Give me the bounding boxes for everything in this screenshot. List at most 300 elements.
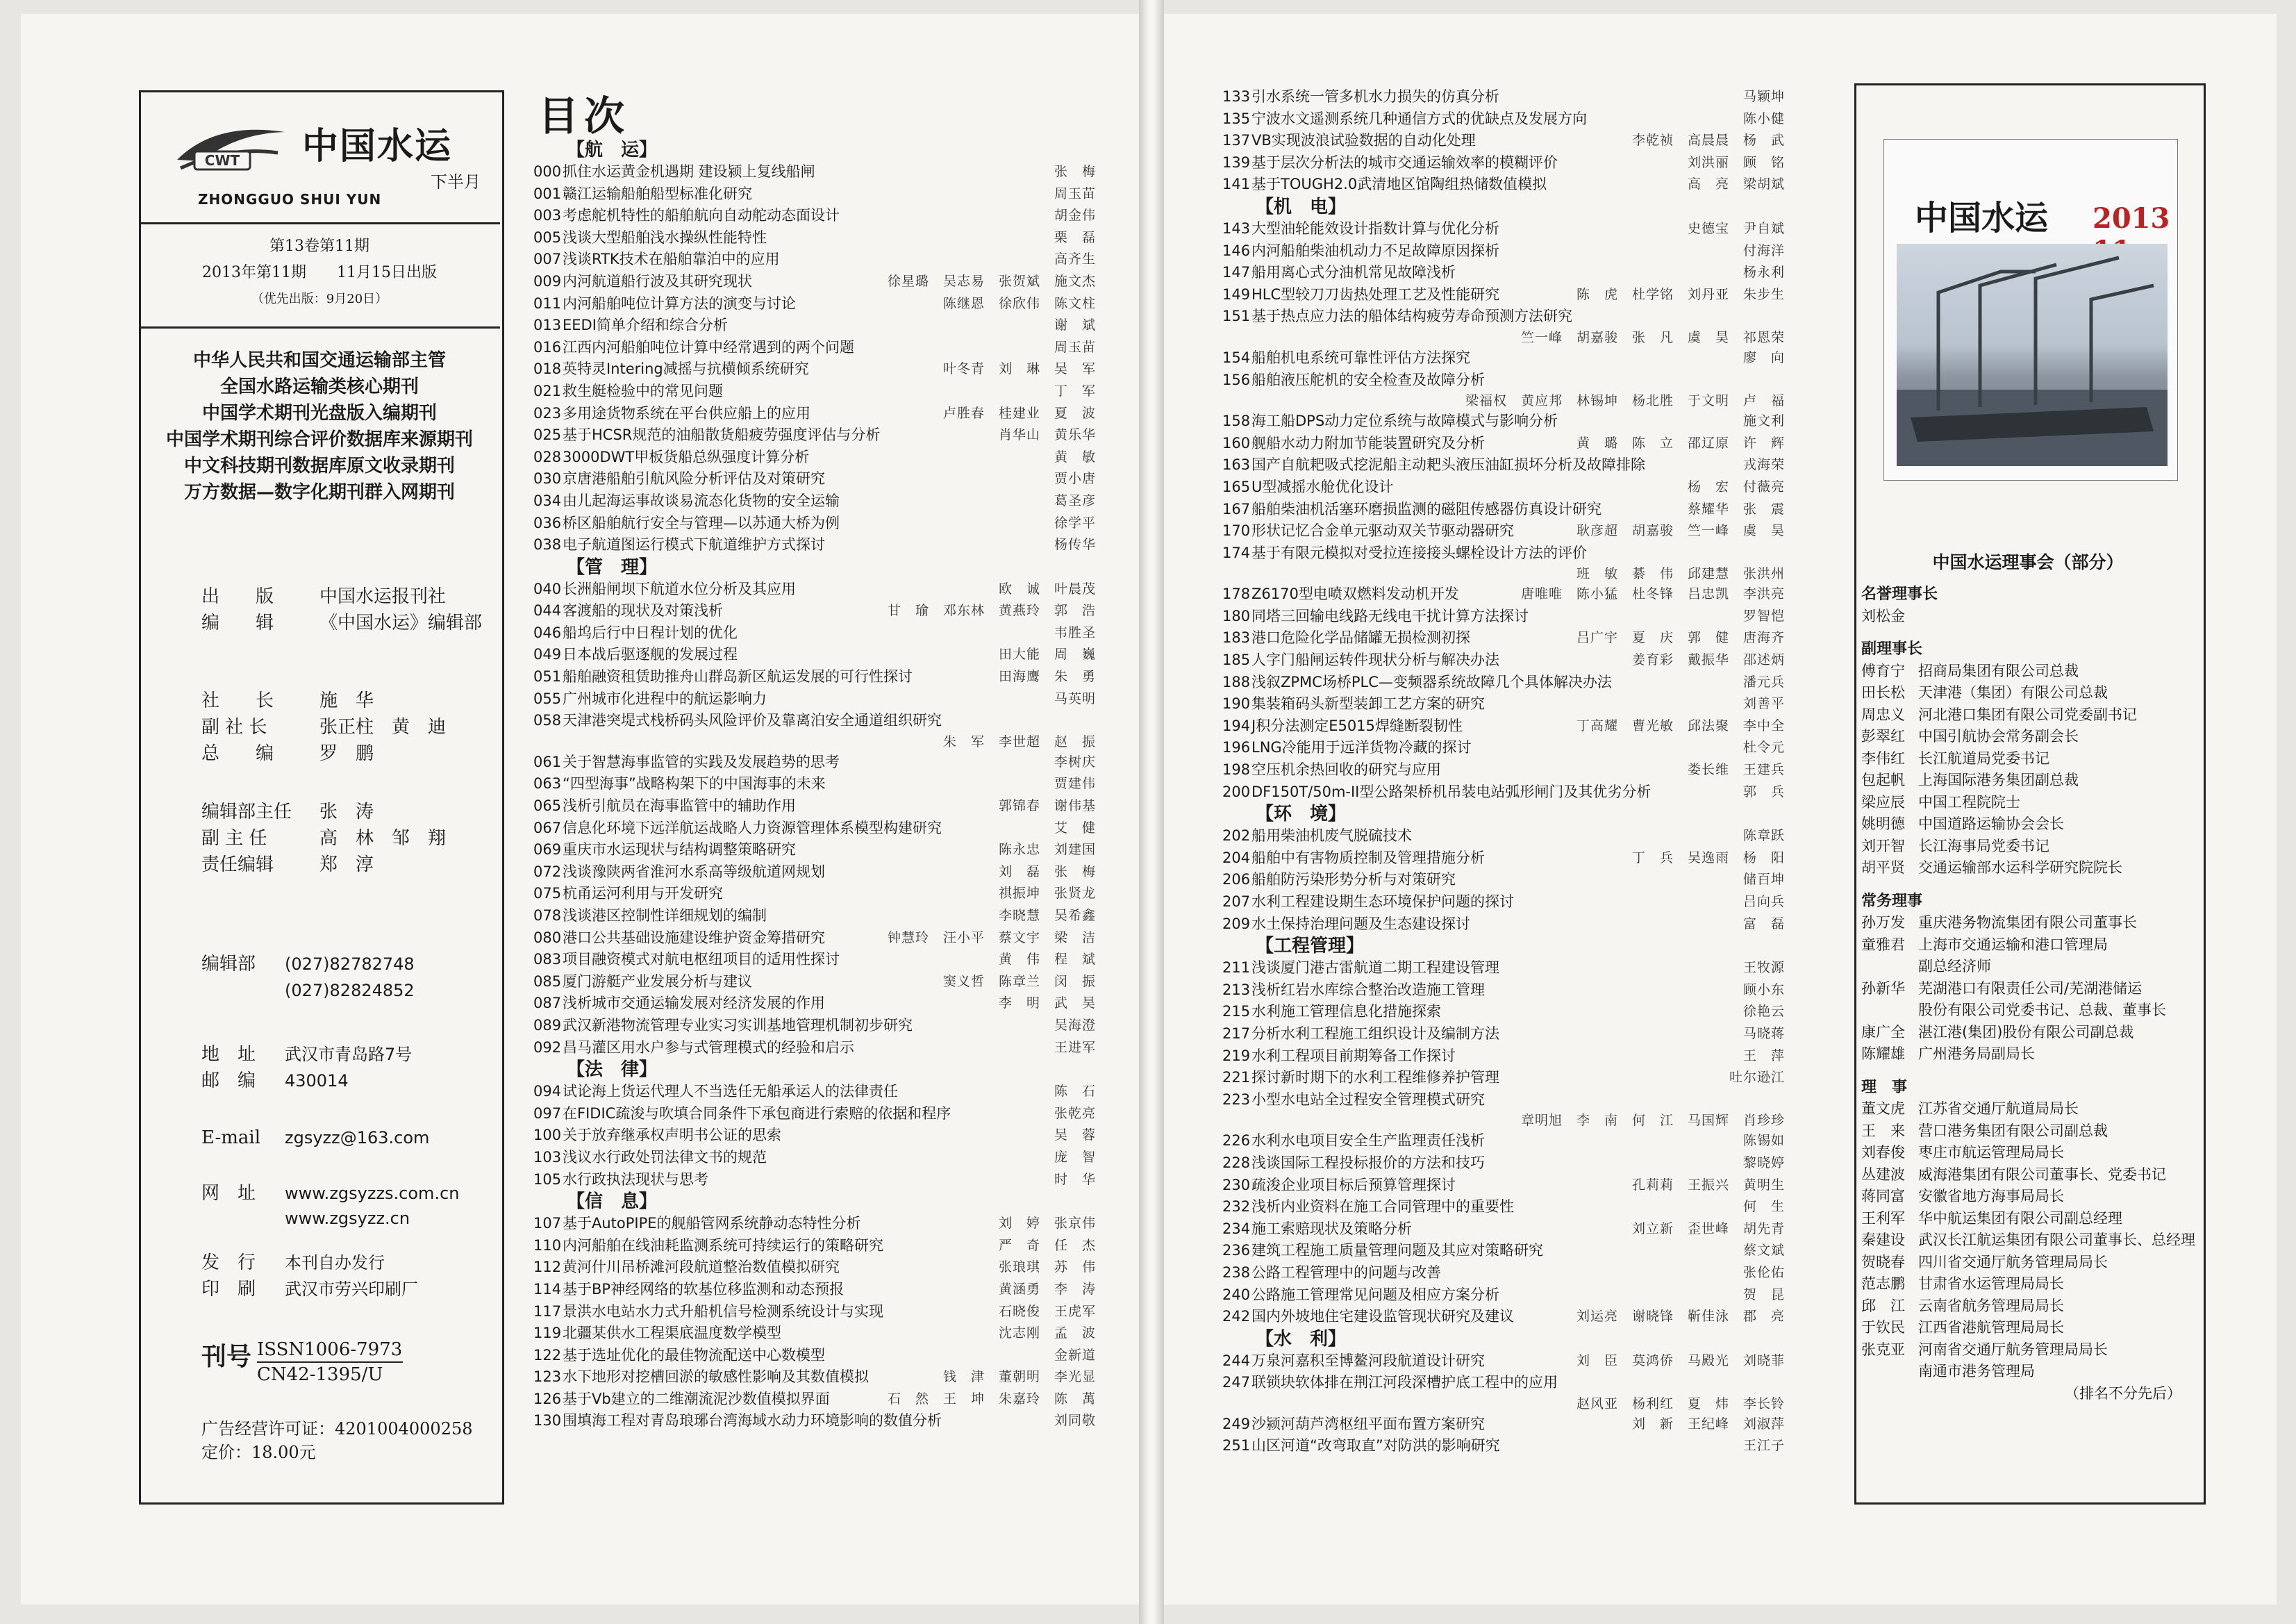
toc-authors: 欧 诚 叶晨茂 <box>998 581 1096 597</box>
member-name: 于钦民 <box>1861 1319 1905 1336</box>
member-role: 重庆港务物流集团有限公司董事长 <box>1918 914 2137 931</box>
toc-entry <box>1222 1218 1785 1241</box>
toc-page-number: 209 <box>1222 915 1251 932</box>
toc-authors: 孔莉莉 王振兴 黄明生 <box>1631 1177 1785 1193</box>
toc-article-title: 集装箱码头新型装卸工艺方案的研究 <box>1251 695 1485 713</box>
toc-page-number: 046 <box>533 624 562 641</box>
toc-entry <box>1222 957 1785 979</box>
org-line: 中文科技期刊数据库原文收录期刊 <box>183 456 455 477</box>
toc-page-number: 133 <box>1222 88 1251 105</box>
toc-entry <box>533 447 1096 469</box>
toc-article-title: 万泉河嘉积至博鳌河段航道设计研究 <box>1251 1352 1485 1369</box>
member-role: 副总经济师 <box>1918 958 1991 975</box>
toc-entry <box>533 468 1096 490</box>
member-role: 安徽省地方海事局局长 <box>1918 1188 2064 1204</box>
toc-authors: 吕向兵 <box>1742 894 1785 909</box>
member-name: 胡平贤 <box>1861 859 1905 876</box>
toc-page-number: 244 <box>1222 1352 1251 1369</box>
toc-entry <box>1222 825 1785 847</box>
council-footnote: （排名不分先后） <box>2065 1384 2181 1402</box>
toc-authors: 刘 新 王纪峰 刘淑萍 <box>1631 1416 1785 1432</box>
toc-page-number: 200 <box>1222 783 1251 800</box>
toc-authors: 时 华 <box>1054 1171 1096 1187</box>
toc-page-number: 143 <box>1222 219 1251 237</box>
toc-authors: 黄 璐 陈 立 邵辽原 许 辉 <box>1576 435 1785 451</box>
toc-authors: 卢胜春 桂建业 夏 波 <box>942 405 1096 421</box>
toc-entry <box>1222 477 1785 499</box>
toc-article-title: 北疆某供水工程渠底温度数学模型 <box>563 1325 781 1342</box>
toc-entry <box>533 622 1096 645</box>
journal-pinyin: ZHONGGUO SHUI YUN <box>198 191 382 208</box>
toc-authors: 刘 婷 张京伟 <box>998 1216 1096 1232</box>
member-role: 河北港口集团有限公司党委副书记 <box>1918 706 2137 723</box>
toc-page-number: 139 <box>1222 154 1251 171</box>
toc-entry <box>1222 130 1785 152</box>
toc-entry <box>533 1147 1096 1169</box>
toc-article-title: 基于层次分析法的城市交通运输效率的模糊评价 <box>1251 154 1558 171</box>
toc-article-title: EEDI简单介绍和综合分析 <box>563 317 728 334</box>
toc-page-number: 165 <box>1222 478 1251 495</box>
member-role: 中国工程院院士 <box>1918 793 2020 811</box>
toc-page-number: 185 <box>1222 652 1251 669</box>
toc-page-number: 188 <box>1222 673 1251 690</box>
toc-page-number: 211 <box>1222 959 1251 977</box>
toc-authors: 丁高耀 曹光敏 邱法聚 李中全 <box>1576 718 1785 734</box>
toc-page-number: 158 <box>1222 413 1251 430</box>
toc-authors: 郭 兵 <box>1742 784 1785 799</box>
council-member <box>1861 770 2195 792</box>
toc-page-number: 112 <box>533 1259 562 1276</box>
toc-section-heading: 【 环 境 】 <box>1222 803 1778 825</box>
toc-article-title: 项目融资模式对航电枢纽项目的适用性探讨 <box>563 951 840 968</box>
toc-authors: 庞 智 <box>1054 1149 1096 1165</box>
toc-authors: 马颖坤 <box>1742 89 1785 104</box>
toc-article-title: 船用离心式分油机常见故障浅析 <box>1251 264 1456 281</box>
toc-article-title: 3000DWT甲板货船总纵强度计算分析 <box>563 448 810 465</box>
council-member <box>1861 1361 2195 1383</box>
council-title: 中国水运理事会（部分） <box>1932 552 2124 572</box>
toc-page-number: 018 <box>533 361 562 378</box>
toc-entry <box>533 337 1096 359</box>
council-group-heading: 名誉理事长 <box>1861 586 1938 603</box>
toc-authors: 丁 军 <box>1054 383 1096 399</box>
toc-entry <box>1222 86 1785 108</box>
toc-article-title: 基于选址优化的最佳物流配送中心数模型 <box>563 1346 825 1364</box>
member-name: 陈耀雄 <box>1861 1045 1905 1062</box>
license-text: 广告经营许可证：4201004000258 <box>201 1419 473 1439</box>
toc-page-number: 011 <box>533 295 562 312</box>
member-role: 招商局集团有限公司总裁 <box>1918 662 2079 679</box>
toc-page-number: 092 <box>533 1038 562 1056</box>
toc-authors: 李树庆 <box>1054 754 1096 770</box>
toc-entry <box>1222 1414 1785 1436</box>
member-name: 刘松金 <box>1861 607 1905 624</box>
toc-entry <box>1222 411 1785 433</box>
toc-page-number: 147 <box>1222 264 1251 281</box>
toc-page-number: 078 <box>533 907 562 924</box>
member-role: 湛江港(集团)股份有限公司副总裁 <box>1918 1023 2134 1041</box>
toc-page-number: 000 <box>533 163 562 180</box>
issue-note: （优先出版：9月20日） <box>251 292 388 306</box>
toc-page-number: 174 <box>1222 544 1251 561</box>
toc-authors: 顾小东 <box>1742 981 1785 997</box>
toc-article-title: 浅叙ZPMC场桥PLC—变频器系统故障几个具体解决办法 <box>1251 673 1612 690</box>
toc-article-title: 水行政执法现状与思考 <box>563 1170 708 1188</box>
toc-page-number: 215 <box>1222 1003 1251 1020</box>
member-role: 江苏省交通厅航道局局长 <box>1918 1100 2079 1117</box>
council-member <box>1861 978 2195 1000</box>
toc-entry <box>533 971 1096 993</box>
toc-authors: 王 萍 <box>1742 1047 1785 1063</box>
toc-page-number: 089 <box>533 1016 562 1034</box>
toc-entry <box>1222 759 1785 781</box>
toc-page-number: 206 <box>1222 871 1251 888</box>
toc-authors: 娄长维 王建兵 <box>1687 762 1785 778</box>
member-role: 云南省航务管理局局长 <box>1918 1297 2064 1314</box>
toc-page-number: 117 <box>533 1302 562 1320</box>
council-member <box>1861 1317 2195 1339</box>
toc-authors: 朱 军 李世超 赵 振 <box>942 734 1096 749</box>
toc-article-title: 空压机余热回收的研究与应用 <box>1251 761 1441 779</box>
council-member <box>1861 1022 2195 1044</box>
toc-authors: 徐星璐 吴志易 张贺斌 施文杰 <box>887 273 1096 289</box>
toc-entry <box>533 1257 1096 1279</box>
toc-article-title: 水土保持治理问题及生态建设探讨 <box>1251 915 1470 932</box>
toc-authors: 钟慧玲 汪小平 蔡文宇 梁 洁 <box>887 929 1096 945</box>
issue-date: 2013年第11期 11月15日出版 <box>202 264 437 281</box>
member-role: 甘肃省水运管理局局长 <box>1918 1275 2064 1292</box>
toc-entry <box>533 1213 1096 1235</box>
member-role: 上海国际港务集团副总裁 <box>1918 772 2079 788</box>
printer-row: 印 刷 武汉市劳兴印刷厂 <box>201 1279 418 1300</box>
toc-authors: 丁 兵 吴逸雨 杨 阳 <box>1631 850 1785 865</box>
council-member <box>1861 704 2195 727</box>
toc-entry <box>1222 1240 1785 1262</box>
toc-article-title: 关于智慧海事监管的实践及发展趋势的思考 <box>563 753 840 770</box>
council-member <box>1861 956 2195 978</box>
toc-article-title: 基于热点应力法的船体结构疲劳寿命预测方法研究 <box>1251 308 1572 325</box>
toc-authors: 高 亮 梁胡斌 <box>1687 176 1785 192</box>
toc-page-number: 178 <box>1222 586 1251 603</box>
member-name: 秦建设 <box>1861 1232 1905 1248</box>
toc-entry <box>533 271 1096 293</box>
toc-entry <box>533 513 1096 535</box>
toc-column-right <box>1222 86 1785 1457</box>
cover-title: 中国水运 <box>1915 199 2049 238</box>
issn-code: ISSN1006-7973 <box>257 1339 403 1360</box>
toc-article-title: 赣江运输船舶船型标准化研究 <box>563 185 752 202</box>
toc-authors: 杨传华 <box>1054 537 1096 553</box>
toc-entry <box>1222 347 1785 370</box>
toc-page-number: 119 <box>533 1325 562 1342</box>
toc-entry <box>533 1037 1096 1059</box>
toc-article-title: 同塔三回输电线路无线电干扰计算方法探讨 <box>1251 607 1529 624</box>
postcode-row: 邮 编 430014 <box>201 1070 349 1091</box>
member-name: 范志鹏 <box>1861 1275 1905 1292</box>
toc-authors: 胡金伟 <box>1054 208 1096 224</box>
toc-article-title: 船舶融资租赁助推舟山群岛新区航运发展的可行性探讨 <box>563 668 913 686</box>
toc-section-heading: 【 工程管理 】 <box>1222 935 1778 957</box>
cover-photo <box>1897 244 2168 466</box>
toc-authors: 蔡耀华 张 震 <box>1687 501 1785 517</box>
cover-thumbnail <box>1883 139 2178 481</box>
toc-authors: 黎晓婷 <box>1742 1154 1785 1170</box>
staff-row: 编辑部主任 张 涛 <box>201 802 374 822</box>
toc-page-number: 207 <box>1222 893 1251 910</box>
toc-authors: 甘 瑜 邓东林 黄燕玲 郭 浩 <box>887 603 1096 619</box>
toc-page-number: 170 <box>1222 522 1251 540</box>
council-member <box>1861 661 2195 683</box>
toc-page-number: 114 <box>533 1280 562 1298</box>
toc-authors: 竺一峰 胡嘉骏 张 凡 虞 昊 祁恩荣 <box>1520 329 1785 345</box>
toc-entry <box>1222 693 1785 715</box>
toc-page-number: 051 <box>533 668 562 686</box>
toc-page-number: 023 <box>533 404 562 422</box>
member-role: 四川省交通厅航务管理局局长 <box>1918 1253 2108 1270</box>
council-group-heading: 常务理事 <box>1861 892 1923 910</box>
phone-row: (027)82824852 <box>285 981 415 1000</box>
toc-article-title: 船舶液压舵机的安全检查及故障分析 <box>1251 371 1485 388</box>
toc-article-title: 基于有限元模拟对受拉连接接头螺栓设计方法的评价 <box>1251 544 1587 561</box>
toc-authors: 肖华山 黄乐华 <box>998 427 1096 443</box>
toc-entry <box>533 424 1096 447</box>
divider <box>139 326 500 329</box>
toc-entry <box>1222 737 1785 759</box>
member-name: 李伟红 <box>1861 749 1905 767</box>
toc-authors: 蔡文斌 <box>1742 1243 1785 1259</box>
toc-authors: 吴海澄 <box>1054 1017 1096 1033</box>
toc-entry <box>533 1015 1096 1037</box>
toc-authors: 张 梅 <box>1054 164 1096 179</box>
toc-entry <box>1222 218 1785 240</box>
member-name: 孙万发 <box>1861 914 1905 931</box>
toc-article-title: 救生艇检验中的常见问题 <box>563 382 723 399</box>
toc-entry <box>1222 152 1785 174</box>
staff-row: 总 编 罗 鹏 <box>201 743 374 764</box>
toc-section-heading: 【 水 利 】 <box>1222 1328 1778 1350</box>
toc-article-title: 浅谈港区控制性详细规划的编制 <box>563 907 767 924</box>
toc-entry <box>1222 1196 1785 1218</box>
toc-article-title: 水利水电项目安全生产监理责任浅析 <box>1251 1132 1485 1150</box>
toc-authors: 祺振坤 张贤龙 <box>998 886 1096 902</box>
toc-article-title: DF150T/50m-II型公路架桥机吊装电站弧形闸门及其优劣分析 <box>1251 783 1652 800</box>
council-member <box>1861 1273 2195 1295</box>
toc-page-number: 236 <box>1222 1242 1251 1259</box>
member-role: 股份有限公司党委书记、总裁、董事长 <box>1918 1002 2166 1018</box>
member-name: 田长松 <box>1861 684 1905 701</box>
toc-page-number: 049 <box>533 646 562 663</box>
member-role: 营口港务集团有限公司副总裁 <box>1918 1122 2108 1139</box>
toc-authors: 田大能 周 巍 <box>998 647 1096 663</box>
toc-article-title: “四型海事”战略构架下的中国海事的未来 <box>563 775 826 793</box>
toc-authors: 金新道 <box>1054 1347 1096 1363</box>
member-role: 交通运输部水运科学研究院院长 <box>1918 859 2122 876</box>
council-member <box>1861 748 2195 770</box>
toc-article-title: 船舶中有害物质控制及管理措施分析 <box>1251 849 1485 866</box>
toc-entry <box>533 732 1096 752</box>
toc-article-title: 山区河道“改弯取直”对防洪的影响研究 <box>1251 1437 1500 1455</box>
toc-article-title: 船舶机电系统可靠性评估方法探究 <box>1251 349 1470 366</box>
toc-article-title: 疏浚企业项目标后预算管理探讨 <box>1251 1176 1456 1193</box>
toc-article-title: 重庆市水运现状与结构调整策略研究 <box>563 841 796 859</box>
member-name: 刘春俊 <box>1861 1144 1905 1161</box>
member-name: 贺晓春 <box>1861 1253 1905 1270</box>
toc-entry <box>533 1081 1096 1103</box>
toc-entry <box>1222 891 1785 913</box>
toc-article-title: 杭甬运河利用与开发研究 <box>563 885 723 902</box>
toc-article-title: 关于放弃继承权声明书公证的思索 <box>563 1127 781 1144</box>
toc-entry <box>1222 1372 1778 1394</box>
toc-entry <box>1222 262 1785 284</box>
toc-article-title: 浅析引航员在海事监管中的辅助作用 <box>563 797 796 815</box>
toc-entry <box>1222 1306 1785 1328</box>
toc-entry <box>533 1323 1096 1345</box>
website-row: www.zgsyzz.cn <box>285 1209 410 1228</box>
toc-authors: 陈小健 <box>1742 110 1785 126</box>
toc-article-title: 浅析红岩水库综合整治改造施工管理 <box>1251 981 1485 998</box>
toc-article-title: 在FIDIC疏浚与吹填合同条件下承包商进行索赔的依据和程序 <box>563 1104 951 1122</box>
toc-entry <box>1222 1067 1785 1089</box>
toc-authors: 栗 磊 <box>1054 229 1096 245</box>
toc-article-title: 基于HCSR规范的油船散货船疲劳强度评估与分析 <box>563 426 881 444</box>
toc-article-title: 水下地形对挖槽回淤的敏感性影响及其数值模拟 <box>563 1368 869 1386</box>
toc-article-title: 引水系统一管多机水力损失的仿真分析 <box>1251 88 1499 105</box>
toc-authors: 黄 伟 程 斌 <box>998 952 1096 968</box>
toc-authors: 姜育彩 戴振华 邵述炳 <box>1631 652 1785 668</box>
toc-entry <box>533 1366 1096 1389</box>
toc-page-number: 058 <box>533 712 562 729</box>
toc-entry <box>1222 627 1785 649</box>
toc-entry <box>533 227 1096 249</box>
member-name: 孙新华 <box>1861 979 1905 997</box>
toc-article-title: 探讨新时期下的水利工程维修养护管理 <box>1251 1069 1499 1086</box>
toc-entry <box>1222 108 1785 131</box>
toc-authors: 章明旭 李 南 何 江 马国辉 肖珍珍 <box>1520 1113 1785 1129</box>
toc-page-number: 146 <box>1222 242 1251 259</box>
toc-entry <box>1222 564 1785 583</box>
toc-article-title: 水利工程建设期生态环境保护问题的探讨 <box>1251 893 1514 910</box>
toc-page-number: 021 <box>533 382 562 399</box>
website-row: 网 址 www.zgsyzzs.com.cn <box>201 1183 460 1204</box>
toc-page-number: 238 <box>1222 1263 1251 1281</box>
toc-article-title: 天津港突堤式栈桥码头风险评价及靠离泊安全通道组织研究 <box>563 712 942 729</box>
toc-entry <box>533 315 1096 337</box>
member-name: 张克亚 <box>1861 1341 1905 1358</box>
toc-authors: 廖 向 <box>1742 349 1785 365</box>
toc-entry <box>1222 649 1785 672</box>
member-role: 长江海事局党委书记 <box>1918 837 2049 854</box>
toc-article-title: 基于BP神经网络的软基位移监测和动态预报 <box>563 1280 845 1298</box>
member-name: 包起帆 <box>1861 772 1905 788</box>
toc-page-number: 072 <box>533 863 562 880</box>
toc-page-number: 030 <box>533 470 562 488</box>
toc-entry <box>1222 847 1785 870</box>
toc-article-title: 信息化环境下远洋航运战略人力资源管理体系模型构建研究 <box>563 819 942 836</box>
toc-authors: 刘立新 歪世峰 胡先青 <box>1631 1220 1785 1236</box>
toc-article-title: J积分法测定E5015焊缝断裂韧性 <box>1251 717 1463 734</box>
toc-authors: 刘运亮 谢晓锋 靳佳泳 郡 亮 <box>1576 1309 1785 1325</box>
toc-entry <box>1222 520 1785 542</box>
toc-entry <box>533 949 1096 971</box>
toc-authors: 马晓蒋 <box>1742 1025 1785 1041</box>
toc-entry <box>1222 1435 1785 1457</box>
member-name: 邱 江 <box>1861 1297 1905 1314</box>
toc-entry <box>533 600 1096 622</box>
toc-entry <box>1222 1023 1785 1045</box>
organization-list <box>139 347 500 506</box>
toc-entry <box>1222 542 1778 565</box>
toc-authors: 徐艳云 <box>1742 1004 1785 1020</box>
toc-page-number: 141 <box>1222 176 1251 193</box>
toc-page-number: 038 <box>533 536 562 554</box>
toc-entry <box>533 183 1096 206</box>
toc-article-title: 京唐港船舶引航风险分析评估及对策研究 <box>563 470 825 488</box>
member-role: 江西省港航管理局局长 <box>1918 1319 2064 1336</box>
toc-page-number: 194 <box>1222 717 1251 734</box>
toc-authors: 钱 津 董朝明 李光显 <box>942 1369 1096 1385</box>
toc-page-number: 097 <box>533 1104 562 1122</box>
toc-authors: 陈章跃 <box>1742 828 1785 844</box>
toc-article-title: 船舶柴油机活塞环磨损监测的磁阻传感器仿真设计研究 <box>1251 500 1602 517</box>
toc-authors: 李晓慧 吴希鑫 <box>998 908 1096 923</box>
toc-authors: 徐学平 <box>1054 515 1096 531</box>
toc-entry <box>1222 433 1785 455</box>
toc-page-number: 232 <box>1222 1198 1251 1216</box>
toc-article-title: 广州城市化进程中的航运影响力 <box>563 690 767 707</box>
toc-page-number: 221 <box>1222 1069 1251 1086</box>
toc-entry <box>1222 781 1785 804</box>
toc-page-number: 063 <box>533 775 562 793</box>
toc-entry <box>1222 1089 1778 1111</box>
toc-page-number: 163 <box>1222 456 1251 474</box>
toc-page-number: 240 <box>1222 1286 1251 1303</box>
toc-page-number: 075 <box>533 885 562 902</box>
toc-article-title: 电子航道图运行模式下航道维护方式探讨 <box>563 536 825 554</box>
toc-page-number: 003 <box>533 207 562 224</box>
toc-page-number: 123 <box>533 1368 562 1386</box>
toc-authors: 施文利 <box>1742 413 1785 429</box>
member-role: 长江航道局党委书记 <box>1918 749 2049 767</box>
toc-authors: 张伦佑 <box>1742 1264 1785 1280</box>
toc-entry <box>1222 979 1785 1002</box>
council-member <box>1861 934 2195 956</box>
toc-authors: 石 然 王 坤 朱嘉玲 陈 萬 <box>887 1391 1096 1407</box>
org-line: 全国水路运输类核心期刊 <box>219 376 419 397</box>
toc-entry <box>533 1345 1096 1367</box>
toc-article-title: 江西内河船舶吨位计算中经常遇到的两个问题 <box>563 338 854 356</box>
toc-page-number: 130 <box>533 1412 562 1430</box>
toc-authors: 严 奇 任 杰 <box>998 1237 1096 1253</box>
toc-entry <box>533 403 1096 425</box>
council-member <box>1861 1164 2195 1186</box>
toc-page-number: 228 <box>1222 1154 1251 1171</box>
toc-entry <box>533 927 1096 950</box>
staff-row: 社 长 施 华 <box>201 690 374 711</box>
distribution-row: 发 行 本刊自办发行 <box>201 1252 385 1273</box>
member-name: 董文虎 <box>1861 1100 1905 1117</box>
member-name: 周忠义 <box>1861 706 1905 723</box>
council-member <box>1861 792 2195 814</box>
toc-entry <box>1222 240 1785 263</box>
issue-volume: 第13卷第11期 <box>269 238 369 255</box>
toc-page-number: 028 <box>533 448 562 465</box>
toc-section-heading: 【 航 运 】 <box>533 139 1089 161</box>
toc-page-number: 110 <box>533 1236 562 1254</box>
divider <box>257 1361 403 1363</box>
toc-page-number: 204 <box>1222 849 1251 866</box>
toc-authors: 李 明 武 昊 <box>998 995 1096 1011</box>
toc-article-title: 考虑舵机特性的船舶航向自动舵动态面设计 <box>563 207 840 224</box>
